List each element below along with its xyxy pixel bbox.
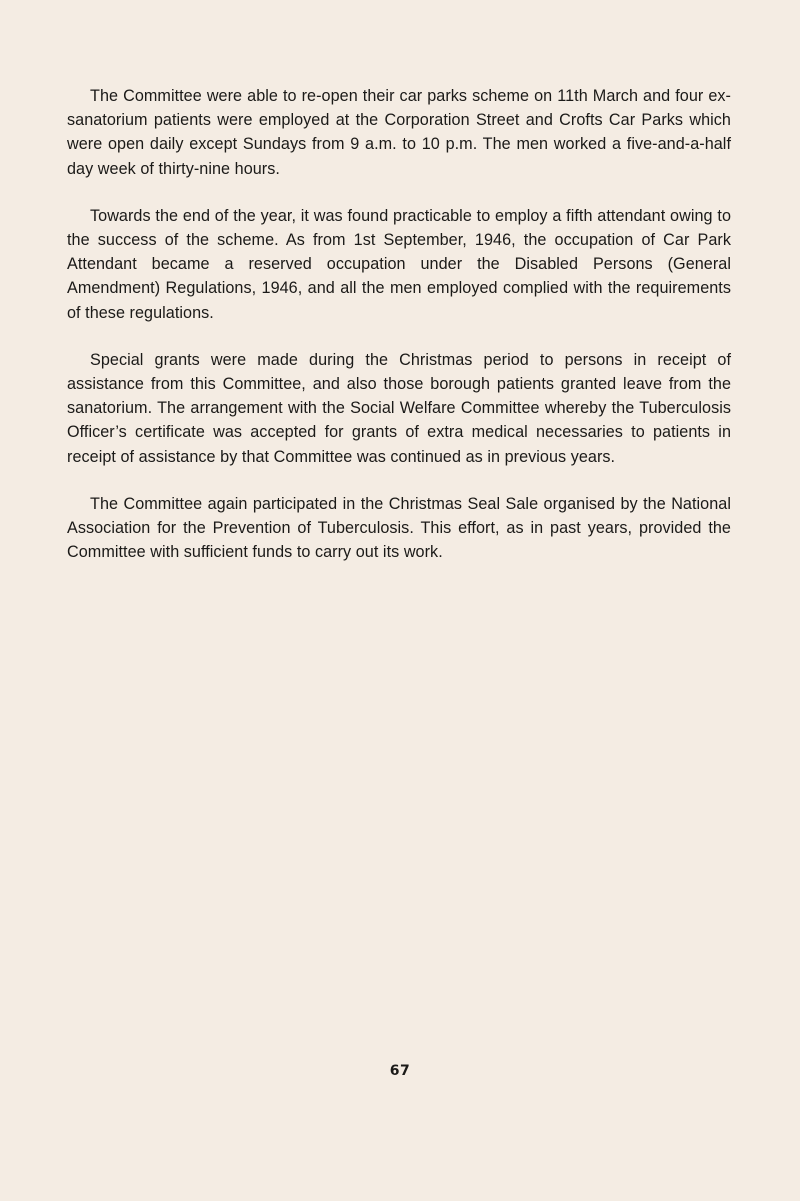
page-number: 67: [389, 1063, 411, 1079]
paragraph-fifth-attendant: Towards the end of the year, it was found practicable to employ a fifth attendant owing to the success of the scheme. As from 1st September, 1946, the occupation of Car Park Attendant became a reserved occupation under the Disabled Persons (General Amendment) Regulations, 1946, and all the men employed complied with the requirements of these regulations.: [67, 206, 731, 322]
body-text: [67, 84, 731, 587]
paragraph-special-grants: Special grants were made during the Christmas period to persons in receipt of assistance from this Committee, and also those borough patients granted leave from the sanatorium. The arrangement with the Social Welfare Committee whereby the Tuberculosis Officer’s certificate was accepted for grants of extra medical necessaries to patients in receipt of assistance by that Committee was continued as in previous years.: [67, 350, 731, 466]
paragraph-christmas-seal-sale: The Committee again participated in the Christmas Seal Sale organised by the National Association for the Prevention of Tuberculosis. This effort, as in past years, provided the Committee with sufficient funds to carry out its work.: [67, 494, 731, 562]
paragraph-car-parks-scheme: The Committee were able to re-open their car parks scheme on 11th March and four ex-sanatorium patients were employed at the Corporation Street and Crofts Car Parks which were open daily except Sundays from 9 a.m. to 10 p.m. The men worked a five-and-a-half day week of thirty-nine hours.: [67, 87, 731, 178]
